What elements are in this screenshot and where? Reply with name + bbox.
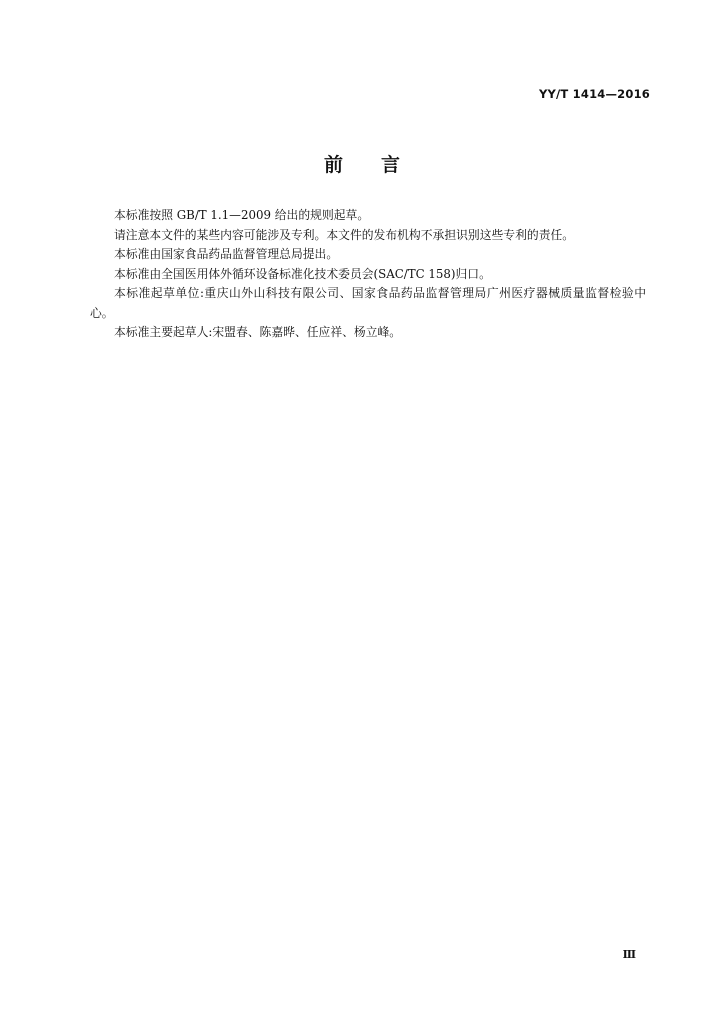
paragraph-committee: 本标准由全国医用体外循环设备标准化技术委员会(SAC/TC 158)归口。 xyxy=(114,266,491,281)
paragraph-drafters: 本标准主要起草人:宋盟春、陈嘉晔、任应祥、杨立峰。 xyxy=(114,325,402,339)
paragraph-proposer: 本标准由国家食品药品监督管理总局提出。 xyxy=(114,247,339,261)
paragraph-drafting-rules: 本标准按照 GB/T 1.1—2009 给出的规则起草。 xyxy=(114,208,370,222)
paragraph-patent-notice: 请注意本文件的某些内容可能涉及专利。本文件的发布机构不承担识别这些专利的责任。 xyxy=(114,227,575,242)
page-title: 前言 xyxy=(323,154,438,176)
paragraph-drafting-units: 本标准起草单位:重庆山外山科技有限公司、国家食品药品监督管理局广州医疗器械质量监督检验中心。 xyxy=(90,286,646,320)
page-number: Ⅲ xyxy=(622,948,636,961)
standard-number: YY/T 1414—2016 xyxy=(538,87,650,101)
foreword-body xyxy=(90,206,646,343)
